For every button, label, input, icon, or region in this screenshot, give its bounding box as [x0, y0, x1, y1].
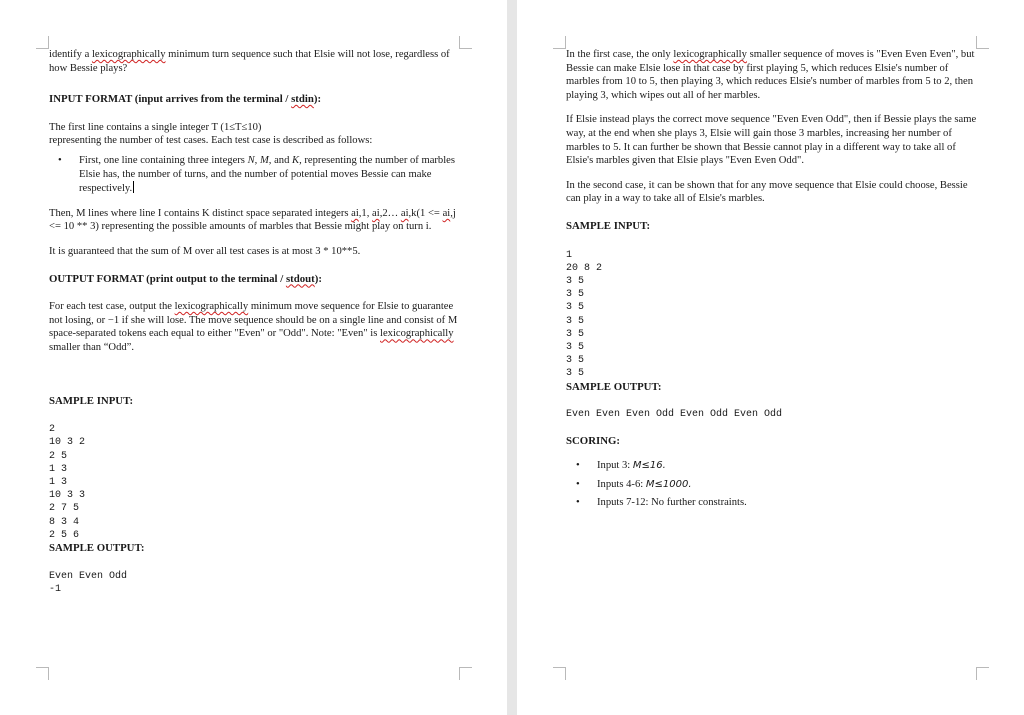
first-line-text: The first line contains a single integer T (1≤T≤10) — [49, 121, 262, 133]
spell-flag[interactable]: lexicographically — [91, 49, 166, 60]
case2-paragraph: In the second case, it can be shown that for any move sequence that Elsie could choose, Bessie can play in a way to take all of Elsie's marbles. — [566, 179, 968, 205]
output-format-heading: OUTPUT FORMAT (print output to the terminal / stdout): — [49, 272, 322, 285]
document-page-left[interactable] — [0, 0, 507, 715]
corner-mark — [459, 667, 472, 680]
list-item: • Inputs 7-12: No further constraints. — [597, 496, 984, 510]
corner-mark — [36, 36, 49, 49]
spell-flag[interactable]: stdin — [291, 93, 314, 106]
corner-mark — [36, 667, 49, 680]
sample-output-heading: SAMPLE OUTPUT: — [49, 541, 145, 554]
corner-mark — [459, 36, 472, 49]
sample-output-heading: SAMPLE OUTPUT: — [566, 380, 662, 393]
list-item: • Input 3: M≤16. — [597, 459, 984, 473]
sample-output-block: Even Even Even Odd Even Odd Even Odd — [566, 409, 783, 421]
case1-paragraph: In the first case, the only lexicographically smaller sequence of moves is "Even Even Even", but Bessie can make Elsie lose in that case by first playing 5, which reduces Elsie's number of marbles from 10 to 5, then playing 3, which reduces Elsie's number of marbles from 5 to 2, then playing 3, which wipes out all of her marbles. — [566, 49, 975, 101]
document-page-right[interactable] — [517, 0, 1024, 715]
sample-input-block: 1 20 8 2 3 5 3 5 3 5 3 5 3 5 3 5 3 5 3 5 — [566, 249, 603, 380]
then-paragraph: Then, M lines where line I contains K distinct space separated integers ai,1, ai,2… ai,k(1 <= ai,j <= 10 ** 3) representing the possible amounts of marbles that Bessie might play on turn i. — [49, 207, 456, 233]
scoring-list — [566, 459, 984, 510]
corner-mark — [553, 667, 566, 680]
spell-flag[interactable]: lexicographically — [673, 49, 747, 60]
case1b-paragraph: If Elsie instead plays the correct move sequence "Even Even Odd", then if Bessie plays the same way, at the end when she plays 3, Elsie will gain those 3 marbles, increasing her number of marbles to 5. It can further be shown that Bessie cannot play in a different way to take all of Elsie's marbles given that Elsie plays "Even Even Odd". — [566, 114, 977, 167]
corner-mark — [976, 667, 989, 680]
representing-text: representing the number of test cases. Each test case is described as follows: — [49, 135, 373, 147]
output-desc-paragraph: For each test case, output the lexicographically minimum move sequence for Elsie to guarantee not losing, or −1 if she will lose. The move sequence should be on a single line and consist of M space-separated tokens each equal to either "Even" or "Odd". Note: "Even" is lexicographically smaller than “Odd”. — [49, 301, 458, 353]
guarantee-text: It is guaranteed that the sum of M over all test cases is at most 3 * 10**5. — [49, 245, 361, 257]
text-cursor — [133, 181, 134, 193]
sample-input-heading: SAMPLE INPUT: — [49, 394, 134, 407]
input-format-heading: INPUT FORMAT (input arrives from the terminal / stdin): — [49, 93, 322, 106]
spell-flag[interactable]: stdout — [285, 272, 315, 285]
page-text-left[interactable] — [49, 48, 459, 596]
sample-input-heading: SAMPLE INPUT: — [566, 219, 651, 232]
sample-input-block: 2 10 3 2 2 5 1 3 1 3 10 3 3 2 7 5 8 3 4 2 5 6 — [49, 424, 86, 541]
scoring-heading: SCORING: — [566, 435, 620, 448]
sample-output-block: Even Even Odd -1 — [49, 570, 128, 595]
list-item: • Inputs 4-6: M≤1000. — [597, 478, 984, 492]
page-text-right[interactable] — [566, 48, 984, 515]
intro-paragraph[interactable]: identify a lexicographically minimum turn sequence such that Elsie will not lose, regardless of how Bessie plays? — [49, 49, 450, 74]
input-bullet-list — [49, 154, 459, 196]
corner-mark — [553, 36, 566, 49]
list-item: • First, one line containing three integers N, M, and K, representing the number of marbles Elsie has, the number of turns, and the number of potential moves Bessie can make respectively. — [79, 154, 459, 196]
